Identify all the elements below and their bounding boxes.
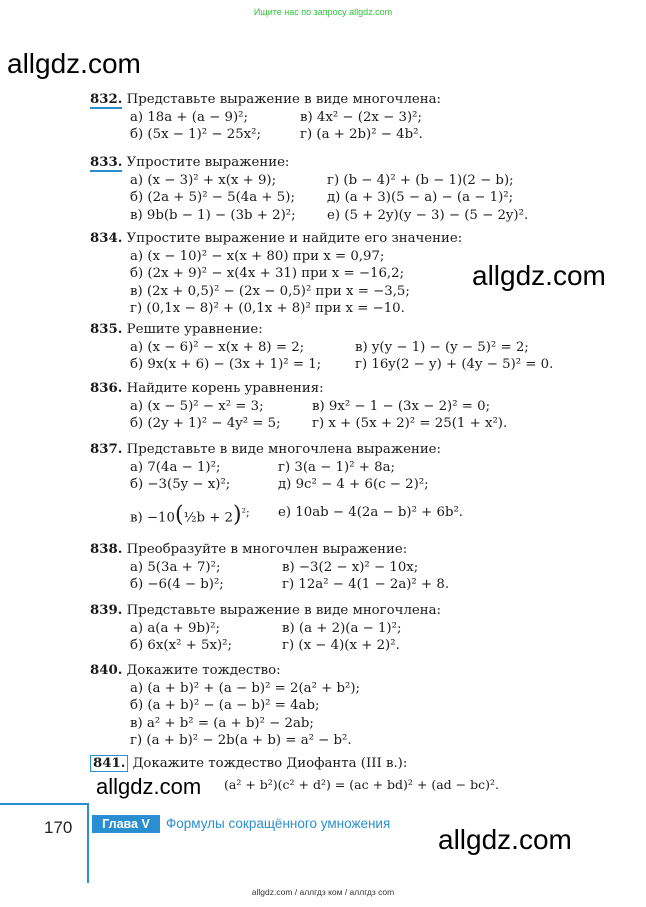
watermark: allgdz.com — [472, 260, 606, 291]
problem-item: в) 9b(b − 1) − (3b + 2)²; — [130, 207, 296, 223]
problem-item: е) 10ab − 4(2a − b)² + 6b². — [278, 504, 464, 520]
problem-item: в) (a + 2)(a − 1)²; — [282, 620, 402, 636]
problem-item: а) 5(3a + 7)²; — [130, 559, 221, 575]
problem-item: г) (0,1x − 8)² + (0,1x + 8)² при x = −10. — [130, 301, 405, 316]
problem-836 — [90, 380, 610, 433]
problem-item: б) 9x(x + 6) − (3x + 1)² = 1; — [130, 357, 322, 372]
problem-number: 837. — [90, 442, 123, 457]
problem-838 — [90, 541, 610, 594]
page-number: 170 — [44, 818, 73, 837]
problem-item: б) (2x + 9)² − x(4x + 31) при x = −16,2; — [130, 266, 405, 281]
problem-item: б) (2y + 1)² − 4y² = 5; — [130, 416, 281, 431]
problem-837: 837. Представьте в виде многочлена выражение: а) 7(4a − 1)²; г) 3(a − 1)² + 8a; б) −3(5y − x)²; д) 9c² − 4 + 6(c − 2)²; в) −10(½b + 2)$^{^2;}$ е) 10ab − 4(2a − b)² + 6b². — [90, 441, 610, 532]
problem-item: г) x + (5x + 2)² = 25(1 + x²). — [312, 416, 508, 431]
problem-title: Докажите тождество: — [126, 663, 281, 678]
problem-item: в) 4x² − (2x − 3)²; — [300, 109, 422, 125]
problem-number: 839. — [90, 603, 123, 618]
problem-item: г) 3(a − 1)² + 8a; — [278, 459, 395, 475]
problem-title: Упростите выражение: — [126, 155, 290, 170]
watermark: allgdz.com — [438, 824, 572, 855]
problem-item: а) (x − 3)² + x(x + 9); — [130, 172, 277, 188]
watermark: allgdz.com — [7, 48, 141, 79]
problem-item: а) (x − 6)² − x(x + 8) = 2; — [130, 339, 305, 355]
problem-number: 838. — [90, 542, 123, 557]
problem-item: г) 16y(2 − y) + (4y − 5)² = 0. — [355, 357, 554, 372]
problem-item: в) (2x + 0,5)² − (2x − 0,5)² при x = −3,5; — [130, 283, 410, 299]
problem-item: в) −10 — [130, 509, 175, 525]
problem-title: Представьте в виде многочлена выражение: — [126, 442, 442, 457]
chapter-title: Формулы сокращённого умножения — [166, 816, 391, 831]
problem-item: в) y(y − 1) − (y − 5)² = 2; — [355, 339, 529, 355]
problem-841 — [90, 755, 610, 793]
problem-item: г) (a + 2b)² − 4b². — [300, 127, 423, 142]
exponent-tail: ²; — [241, 505, 250, 519]
footer-rule-vertical — [87, 803, 89, 883]
problem-item: д) 9c² − 4 + 6(c − 2)²; — [278, 477, 429, 492]
problem-title: Решите уравнение: — [126, 322, 263, 337]
problem-number: 835. — [90, 322, 123, 337]
problem-item: а) (x − 10)² − x(x + 80) при x = 0,97; — [130, 248, 385, 264]
problem-title: Найдите корень уравнения: — [126, 381, 324, 396]
problem-item: а) 7(4a − 1)²; — [130, 459, 221, 475]
problem-title: Преобразуйте в многочлен выражение: — [126, 542, 408, 557]
problem-item: г) (b − 4)² + (b − 1)(2 − b); — [327, 172, 514, 188]
problem-title: Докажите тождество Диофанта (III в.): — [132, 756, 408, 771]
problem-number: 832. — [90, 92, 123, 107]
problem-835 — [90, 321, 610, 374]
problem-item: е) (5 + 2y)(y − 3) − (5 − 2y)². — [327, 207, 529, 223]
problem-840 — [90, 662, 610, 750]
problem-item: б) −6(4 − b)²; — [130, 577, 224, 592]
chapter-badge: Глава V — [92, 815, 160, 833]
problem-item: б) −3(5y − x)²; — [130, 477, 231, 492]
problem-item: (a² + b²)(c² + d²) = (ac + bd)² + (ad − bc)². — [224, 776, 499, 792]
problem-item: а) a(a + 9b)²; — [130, 620, 220, 636]
problem-number: 833. — [90, 155, 123, 170]
problem-item: а) (a + b)² + (a − b)² = 2(a² + b²); — [130, 680, 361, 696]
problem-item: б) 6x(x² + 5x)²; — [130, 638, 232, 653]
problem-number: 834. — [90, 231, 123, 246]
top-banner: Ищите нас по запросу allgdz.com — [253, 7, 393, 17]
problem-item: в) −3(2 − x)² − 10x; — [282, 559, 419, 575]
problem-title: Упростите выражение и найдите его значение: — [126, 231, 463, 246]
fraction-expression: ½b + 2 — [183, 509, 234, 525]
problem-839 — [90, 602, 610, 655]
problem-title: Представьте выражение в виде многочлена: — [126, 603, 442, 618]
problem-834 — [90, 230, 610, 318]
problem-item: а) 18a + (a − 9)²; — [130, 109, 248, 125]
problem-item: г) (a + b)² − 2b(a + b) = a² − b². — [130, 733, 352, 748]
problem-832 — [90, 91, 610, 144]
problem-number: 841. — [90, 755, 128, 772]
problem-item: а) (x − 5)² − x² = 3; — [130, 398, 264, 414]
footer-rule — [0, 803, 88, 805]
problem-item: г) 12a² − 4(1 − 2a)² + 8. — [282, 577, 450, 592]
watermark: allgdz.com — [96, 774, 202, 799]
bottom-banner: allgdz.com / аллгдз ком / аллгдз com — [251, 887, 395, 897]
problem-title: Представьте выражение в виде многочлена: — [126, 92, 442, 107]
problem-item: б) (a + b)² − (a − b)² = 4ab; — [130, 698, 320, 713]
problem-number: 840. — [90, 663, 123, 678]
problem-item: в) 9x² − 1 − (3x − 2)² = 0; — [312, 398, 491, 414]
problem-item: б) (5x − 1)² − 25x²; — [130, 127, 261, 142]
problem-833 — [90, 154, 610, 224]
problem-item: в) a² + b² = (a + b)² − 2ab; — [130, 715, 314, 731]
problem-item: г) (x − 4)(x + 2)². — [282, 638, 400, 653]
problem-item: б) (2a + 5)² − 5(4a + 5); — [130, 190, 295, 205]
problem-number: 836. — [90, 381, 123, 396]
problem-item: д) (a + 3)(5 − a) − (a − 1)²; — [327, 190, 514, 205]
